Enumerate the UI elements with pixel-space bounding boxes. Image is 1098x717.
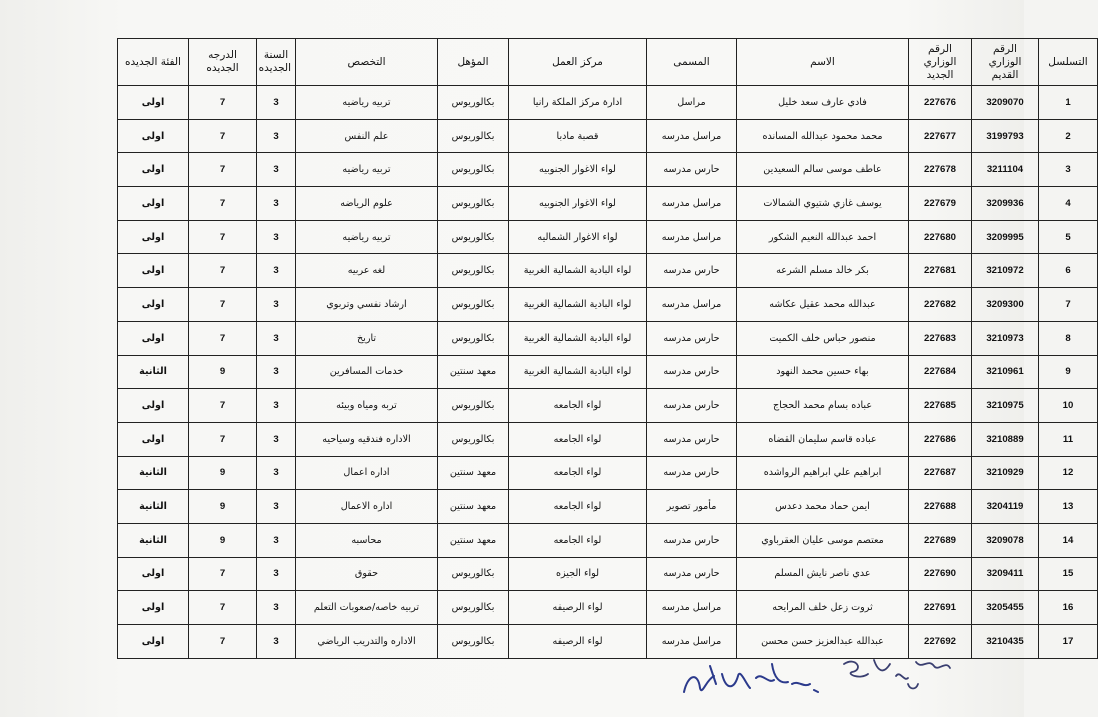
cell-specialization: ارشاد نفسي وتربوي — [296, 288, 438, 322]
cell-name: عدي ناصر نايش المسلم — [737, 557, 909, 591]
cell-new-year: 3 — [257, 355, 296, 389]
cell-serial: 10 — [1039, 389, 1098, 423]
cell-name: معتصم موسى عليان العقرباوي — [737, 523, 909, 557]
cell-new-grade: 9 — [189, 523, 257, 557]
cell-specialization: تربيه رياضيه — [296, 153, 438, 187]
table-row — [118, 557, 1098, 591]
cell-new-grade: 7 — [189, 557, 257, 591]
table-row — [118, 119, 1098, 153]
cell-qualification: بكالوريوس — [438, 557, 509, 591]
cell-new-grade: 7 — [189, 288, 257, 322]
cell-title: مراسل مدرسه — [647, 288, 737, 322]
cell-new-id: 227689 — [909, 523, 972, 557]
cell-workplace: لواء الرصيفه — [509, 591, 647, 625]
cell-new-grade: 9 — [189, 355, 257, 389]
cell-name: ابراهيم علي ابراهيم الرواشده — [737, 456, 909, 490]
cell-specialization: الاداره فندقيه وسياحيه — [296, 422, 438, 456]
table-row — [118, 355, 1098, 389]
cell-name: عبدالله عبدالعزيز حسن محسن — [737, 625, 909, 659]
cell-qualification: بكالوريوس — [438, 86, 509, 120]
cell-new-year: 3 — [257, 288, 296, 322]
cell-title: مراسل مدرسه — [647, 625, 737, 659]
cell-name: عاطف موسى سالم السعيدين — [737, 153, 909, 187]
cell-title: حارس مدرسه — [647, 523, 737, 557]
cell-serial: 11 — [1039, 422, 1098, 456]
table-row — [118, 220, 1098, 254]
header-title: المسمى — [647, 39, 737, 86]
cell-specialization: علم النفس — [296, 119, 438, 153]
cell-new-year: 3 — [257, 557, 296, 591]
cell-new-grade: 7 — [189, 625, 257, 659]
cell-specialization: خدمات المسافرين — [296, 355, 438, 389]
cell-qualification: بكالوريوس — [438, 288, 509, 322]
cell-title: حارس مدرسه — [647, 456, 737, 490]
cell-new-category: اولى — [118, 389, 189, 423]
signature-right — [838, 650, 958, 694]
cell-new-grade: 7 — [189, 591, 257, 625]
cell-new-year: 3 — [257, 456, 296, 490]
cell-new-grade: 7 — [189, 220, 257, 254]
cell-old-id: 3205455 — [972, 591, 1039, 625]
header-new-year: السنة الجديده — [257, 39, 296, 86]
cell-serial: 9 — [1039, 355, 1098, 389]
cell-qualification: بكالوريوس — [438, 422, 509, 456]
cell-new-id: 227679 — [909, 187, 972, 221]
cell-old-id: 3209411 — [972, 557, 1039, 591]
cell-new-id: 227688 — [909, 490, 972, 524]
cell-new-year: 3 — [257, 119, 296, 153]
cell-qualification: معهد سنتين — [438, 355, 509, 389]
cell-specialization: حقوق — [296, 557, 438, 591]
cell-new-id: 227684 — [909, 355, 972, 389]
cell-specialization: اداره الاعمال — [296, 490, 438, 524]
cell-serial: 2 — [1039, 119, 1098, 153]
cell-new-category: اولى — [118, 625, 189, 659]
cell-old-id: 3209995 — [972, 220, 1039, 254]
cell-old-id: 3211104 — [972, 153, 1039, 187]
cell-serial: 1 — [1039, 86, 1098, 120]
table-row — [118, 254, 1098, 288]
cell-serial: 4 — [1039, 187, 1098, 221]
cell-new-category: الثانية — [118, 523, 189, 557]
cell-new-grade: 9 — [189, 490, 257, 524]
cell-qualification: بكالوريوس — [438, 119, 509, 153]
cell-title: حارس مدرسه — [647, 557, 737, 591]
cell-title: مراسل مدرسه — [647, 119, 737, 153]
cell-qualification: معهد سنتين — [438, 456, 509, 490]
cell-name: بكر خالد مسلم الشرعه — [737, 254, 909, 288]
cell-name: فادي عارف سعد خليل — [737, 86, 909, 120]
cell-new-id: 227685 — [909, 389, 972, 423]
cell-new-id: 227681 — [909, 254, 972, 288]
cell-new-category: الثانية — [118, 456, 189, 490]
cell-new-id: 227686 — [909, 422, 972, 456]
table-body — [118, 86, 1098, 659]
cell-name: منصور حباس خلف الكميت — [737, 321, 909, 355]
cell-name: بهاء حسين محمد النهود — [737, 355, 909, 389]
cell-old-id: 3199793 — [972, 119, 1039, 153]
cell-new-id: 227680 — [909, 220, 972, 254]
cell-new-category: اولى — [118, 321, 189, 355]
cell-old-id: 3204119 — [972, 490, 1039, 524]
cell-new-grade: 7 — [189, 119, 257, 153]
cell-workplace: لواء البادية الشمالية الغربية — [509, 254, 647, 288]
table-row — [118, 288, 1098, 322]
table-row — [118, 321, 1098, 355]
header-qualification: المؤهل — [438, 39, 509, 86]
cell-old-id: 3209078 — [972, 523, 1039, 557]
cell-title: حارس مدرسه — [647, 254, 737, 288]
table-row — [118, 389, 1098, 423]
cell-title: مراسل مدرسه — [647, 591, 737, 625]
cell-specialization: لغه عربيه — [296, 254, 438, 288]
cell-new-year: 3 — [257, 220, 296, 254]
cell-qualification: بكالوريوس — [438, 625, 509, 659]
cell-title: حارس مدرسه — [647, 321, 737, 355]
table-row — [118, 86, 1098, 120]
cell-new-id: 227691 — [909, 591, 972, 625]
cell-new-year: 3 — [257, 389, 296, 423]
cell-old-id: 3210889 — [972, 422, 1039, 456]
header-new-id: الرقم الوزاري الجديد — [909, 39, 972, 86]
cell-old-id: 3209300 — [972, 288, 1039, 322]
cell-new-year: 3 — [257, 422, 296, 456]
table-row — [118, 490, 1098, 524]
cell-title: حارس مدرسه — [647, 355, 737, 389]
cell-new-category: اولى — [118, 119, 189, 153]
cell-new-category: اولى — [118, 422, 189, 456]
cell-title: مراسل مدرسه — [647, 187, 737, 221]
cell-serial: 12 — [1039, 456, 1098, 490]
cell-workplace: لواء البادية الشمالية الغربية — [509, 355, 647, 389]
header-specialization: التخصص — [296, 39, 438, 86]
cell-workplace: لواء الاغوار الجنوبيه — [509, 153, 647, 187]
header-new-category: الفئة الجديده — [118, 39, 189, 86]
employee-table — [117, 38, 1098, 659]
table-row — [118, 153, 1098, 187]
cell-title: مأمور تصوير — [647, 490, 737, 524]
table-row — [118, 422, 1098, 456]
cell-serial: 8 — [1039, 321, 1098, 355]
cell-title: مراسل مدرسه — [647, 220, 737, 254]
cell-workplace: قصبة مادبا — [509, 119, 647, 153]
cell-serial: 14 — [1039, 523, 1098, 557]
cell-name: محمد محمود عبدالله المسانده — [737, 119, 909, 153]
cell-old-id: 3210961 — [972, 355, 1039, 389]
cell-new-grade: 7 — [189, 86, 257, 120]
table-row — [118, 591, 1098, 625]
cell-specialization: الاداره والتدريب الرياضي — [296, 625, 438, 659]
cell-name: ثروت زعل خلف المرايحه — [737, 591, 909, 625]
cell-name: احمد عبدالله النعيم الشكور — [737, 220, 909, 254]
cell-new-category: اولى — [118, 254, 189, 288]
cell-new-category: اولى — [118, 153, 189, 187]
table-row — [118, 523, 1098, 557]
cell-title: حارس مدرسه — [647, 389, 737, 423]
cell-old-id: 3210972 — [972, 254, 1039, 288]
cell-specialization: تاريخ — [296, 321, 438, 355]
cell-new-category: الثانية — [118, 490, 189, 524]
cell-specialization: تربيه رياضيه — [296, 220, 438, 254]
header-new-grade: الدرجه الجديده — [189, 39, 257, 86]
cell-old-id: 3210975 — [972, 389, 1039, 423]
cell-workplace: لواء الاغوار الشماليه — [509, 220, 647, 254]
cell-serial: 7 — [1039, 288, 1098, 322]
cell-new-id: 227690 — [909, 557, 972, 591]
cell-workplace: ادارة مركز الملكة رانيا — [509, 86, 647, 120]
cell-name: عبدالله محمد عقيل عكاشه — [737, 288, 909, 322]
cell-new-grade: 9 — [189, 456, 257, 490]
cell-workplace: لواء الجامعه — [509, 523, 647, 557]
header-serial: التسلسل — [1039, 39, 1098, 86]
cell-qualification: بكالوريوس — [438, 591, 509, 625]
cell-new-grade: 7 — [189, 254, 257, 288]
cell-name: عباده بسام محمد الحجاج — [737, 389, 909, 423]
cell-qualification: معهد سنتين — [438, 490, 509, 524]
cell-old-id: 3210973 — [972, 321, 1039, 355]
cell-new-grade: 7 — [189, 422, 257, 456]
cell-new-id: 227692 — [909, 625, 972, 659]
cell-specialization: علوم الرياضه — [296, 187, 438, 221]
cell-new-category: اولى — [118, 288, 189, 322]
cell-new-grade: 7 — [189, 187, 257, 221]
cell-old-id: 3209070 — [972, 86, 1039, 120]
cell-specialization: تربيه خاصه/صعوبات التعلم — [296, 591, 438, 625]
cell-specialization: محاسبه — [296, 523, 438, 557]
cell-title: مراسل — [647, 86, 737, 120]
cell-new-id: 227677 — [909, 119, 972, 153]
cell-old-id: 3209936 — [972, 187, 1039, 221]
cell-new-year: 3 — [257, 187, 296, 221]
cell-workplace: لواء الجامعه — [509, 389, 647, 423]
header-name: الاسم — [737, 39, 909, 86]
cell-workplace: لواء البادية الشمالية الغربية — [509, 288, 647, 322]
cell-serial: 5 — [1039, 220, 1098, 254]
cell-new-category: اولى — [118, 187, 189, 221]
cell-workplace: لواء الجيزه — [509, 557, 647, 591]
cell-new-year: 3 — [257, 254, 296, 288]
cell-name: يوسف غازي شتيوي الشمالات — [737, 187, 909, 221]
cell-new-year: 3 — [257, 153, 296, 187]
cell-new-id: 227676 — [909, 86, 972, 120]
cell-serial: 6 — [1039, 254, 1098, 288]
cell-workplace: لواء البادية الشمالية الغربية — [509, 321, 647, 355]
cell-new-grade: 7 — [189, 153, 257, 187]
cell-serial: 13 — [1039, 490, 1098, 524]
cell-serial: 17 — [1039, 625, 1098, 659]
cell-qualification: بكالوريوس — [438, 187, 509, 221]
cell-specialization: تربه ومياه وبيئه — [296, 389, 438, 423]
cell-qualification: بكالوريوس — [438, 254, 509, 288]
cell-new-id: 227683 — [909, 321, 972, 355]
cell-new-category: اولى — [118, 557, 189, 591]
cell-workplace: لواء الجامعه — [509, 422, 647, 456]
cell-title: حارس مدرسه — [647, 422, 737, 456]
cell-old-id: 3210929 — [972, 456, 1039, 490]
cell-old-id: 3210435 — [972, 625, 1039, 659]
cell-new-year: 3 — [257, 86, 296, 120]
cell-name: ايمن حماد محمد دعدس — [737, 490, 909, 524]
cell-title: حارس مدرسه — [647, 153, 737, 187]
cell-qualification: بكالوريوس — [438, 220, 509, 254]
cell-serial: 16 — [1039, 591, 1098, 625]
cell-new-year: 3 — [257, 523, 296, 557]
cell-specialization: تربيه رياضيه — [296, 86, 438, 120]
cell-new-year: 3 — [257, 591, 296, 625]
cell-name: عباده قاسم سليمان القضاه — [737, 422, 909, 456]
cell-new-category: اولى — [118, 220, 189, 254]
cell-new-category: اولى — [118, 86, 189, 120]
cell-new-id: 227687 — [909, 456, 972, 490]
signature-left — [676, 654, 836, 704]
cell-qualification: بكالوريوس — [438, 389, 509, 423]
cell-new-category: الثانية — [118, 355, 189, 389]
cell-workplace: لواء الاغوار الجنوبيه — [509, 187, 647, 221]
cell-serial: 3 — [1039, 153, 1098, 187]
table-row — [118, 456, 1098, 490]
cell-workplace: لواء الجامعه — [509, 490, 647, 524]
cell-qualification: بكالوريوس — [438, 153, 509, 187]
cell-new-year: 3 — [257, 625, 296, 659]
cell-serial: 15 — [1039, 557, 1098, 591]
cell-workplace: لواء الرصيفه — [509, 625, 647, 659]
cell-new-grade: 7 — [189, 389, 257, 423]
cell-new-id: 227682 — [909, 288, 972, 322]
cell-new-id: 227678 — [909, 153, 972, 187]
cell-new-category: اولى — [118, 591, 189, 625]
table-header-row — [118, 39, 1098, 86]
header-old-id: الرقم الوزاري القديم — [972, 39, 1039, 86]
cell-new-grade: 7 — [189, 321, 257, 355]
cell-specialization: اداره اعمال — [296, 456, 438, 490]
header-workplace: مركز العمل — [509, 39, 647, 86]
cell-new-year: 3 — [257, 490, 296, 524]
cell-qualification: معهد سنتين — [438, 523, 509, 557]
cell-new-year: 3 — [257, 321, 296, 355]
cell-qualification: بكالوريوس — [438, 321, 509, 355]
table-row — [118, 187, 1098, 221]
cell-workplace: لواء الجامعه — [509, 456, 647, 490]
